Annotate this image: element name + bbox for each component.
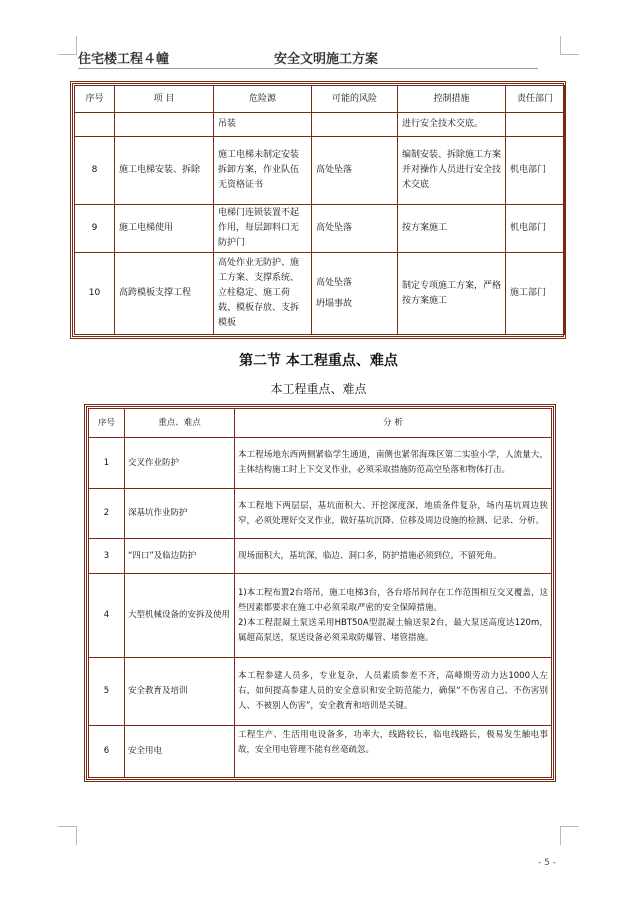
header-cell: 控制措施 <box>398 86 506 113</box>
table-row <box>89 574 552 658</box>
row-item: 高跨模板支撑工程 <box>115 253 214 335</box>
header-cell: 项 目 <box>115 86 214 113</box>
risk-table <box>70 81 566 339</box>
row-analysis: 本工程地下两层层，基坑面积大、开挖深度深，地质条件复杂，场内基坑周边狭窄，必须处理好交叉作业，做好基坑沉降、位移及周边设施的检测、记录、分析。 <box>235 489 552 539</box>
header-cell: 责任部门 <box>506 86 565 113</box>
table-row <box>89 489 552 539</box>
row-item: 安全用电 <box>125 726 235 778</box>
row-risk-line: 坍塌事故 <box>316 298 353 309</box>
header-doc-title: 安全文明施工方案 <box>274 52 379 67</box>
row-item: 大型机械设备的安拆及使用 <box>125 574 235 658</box>
row-risk: 高处坠落 <box>312 205 398 253</box>
row-hazard: 高处作业无防护、施工方案、支撑系统、立柱稳定、施工荷载、模板存放、支拆模板 <box>214 253 312 335</box>
table-row <box>89 658 552 726</box>
key-points-header <box>89 409 552 438</box>
row-analysis: 本工程场地东西两侧紧临学生通道，南侧也紧邻海珠区第二实验小学，人流量大，主体结构施工时上下交叉作业，必须采取措施防范高空坠落和物体打击。 <box>235 438 552 489</box>
row-no: 2 <box>89 489 125 539</box>
table-row <box>89 438 552 489</box>
crop-mark-bottom-right <box>560 826 579 845</box>
crop-mark-top-right <box>560 36 579 55</box>
row-analysis <box>235 574 552 658</box>
header-cell: 分 析 <box>235 409 552 438</box>
crop-mark-bottom-left <box>58 826 77 845</box>
row-measure: 按方案施工 <box>398 205 506 253</box>
row-item: 深基坑作业防护 <box>125 489 235 539</box>
header-cell: 危险源 <box>214 86 312 113</box>
header-cell: 序号 <box>75 86 115 113</box>
row-analysis-line: 2)本工程混凝土泵送采用HBT50A型混凝土输送泵2台，最大泵送高度达120m，属超高泵送，泵送设备必须采取防爆管、堵管措施。 <box>238 617 548 643</box>
table-row <box>89 726 552 778</box>
row-measure: 制定专项施工方案，严格按方案施工 <box>398 253 506 335</box>
row-risk <box>312 113 398 137</box>
header-project: 住宅楼工程４幢 <box>78 52 170 67</box>
row-measure: 编制安装、拆除施工方案并对操作人员进行安全技术交底 <box>398 137 506 205</box>
row-measure: 进行安全技术交底。 <box>398 113 506 137</box>
row-analysis: 工程生产、生活用电设备多，功率大，线路较长，临电线路长，极易发生触电事故，安全用电管理不能有丝毫疏忽。 <box>235 726 552 778</box>
row-dept <box>506 113 565 137</box>
row-item: 交叉作业防护 <box>125 438 235 489</box>
row-no <box>75 113 115 137</box>
row-risk: 高处坠落 <box>312 137 398 205</box>
table-caption: 本工程重点、难点 <box>270 382 367 396</box>
row-hazard: 施工电梯未制定安装拆卸方案，作业队伍无资格证书 <box>214 137 312 205</box>
row-analysis: 现场面积大，基坑深，临边、洞口多，防护措施必须到位，不留死角。 <box>235 539 552 574</box>
table-row <box>75 113 565 137</box>
key-points-table <box>84 404 556 782</box>
row-item: 安全教育及培训 <box>125 658 235 726</box>
row-dept: 施工部门 <box>506 253 565 335</box>
row-hazard: 吊装 <box>214 113 312 137</box>
page-number: - 5 - <box>538 858 556 868</box>
row-analysis: 本工程参建人员多，专业复杂，人员素质参差不齐，高峰期劳动力达1000人左右，如何提高参建人员的安全意识和安全防范能力，确保“不伤害自己、不伤害别人、不被别人伤害”，安全教育和培训是关键。 <box>235 658 552 726</box>
risk-table-header <box>75 86 565 113</box>
row-no: 6 <box>89 726 125 778</box>
page-header <box>78 46 538 69</box>
row-item <box>115 113 214 137</box>
row-no: 5 <box>89 658 125 726</box>
header-cell: 可能的风险 <box>312 86 398 113</box>
row-no: 10 <box>75 253 115 335</box>
row-item: 施工电梯安装、拆除 <box>115 137 214 205</box>
crop-mark-top-left <box>58 36 77 55</box>
header-cell: 重点、难点 <box>125 409 235 438</box>
row-no: 4 <box>89 574 125 658</box>
table-row <box>75 205 565 253</box>
row-item: “四口”及临边防护 <box>125 539 235 574</box>
table-row <box>75 253 565 335</box>
row-dept: 机电部门 <box>506 137 565 205</box>
row-no: 9 <box>75 205 115 253</box>
row-no: 3 <box>89 539 125 574</box>
row-no: 8 <box>75 137 115 205</box>
table-row <box>75 137 565 205</box>
row-hazard: 电梯门连锁装置不起作用，每层卸料口无防护门 <box>214 205 312 253</box>
row-no: 1 <box>89 438 125 489</box>
row-risk-line: 高处坠落 <box>316 277 353 288</box>
section-title: 第二节 本工程重点、难点 <box>239 353 398 369</box>
row-analysis-line: 1)本工程布置2台塔吊，施工电梯3台，各台塔吊间存在工作范围相互交叉覆盖，这些因素都要求在施工中必须采取严密的安全保障措施。 <box>238 587 548 613</box>
row-dept: 机电部门 <box>506 205 565 253</box>
header-cell: 序号 <box>89 409 125 438</box>
row-item: 施工电梯使用 <box>115 205 214 253</box>
table-row <box>89 539 552 574</box>
row-risk <box>312 253 398 335</box>
